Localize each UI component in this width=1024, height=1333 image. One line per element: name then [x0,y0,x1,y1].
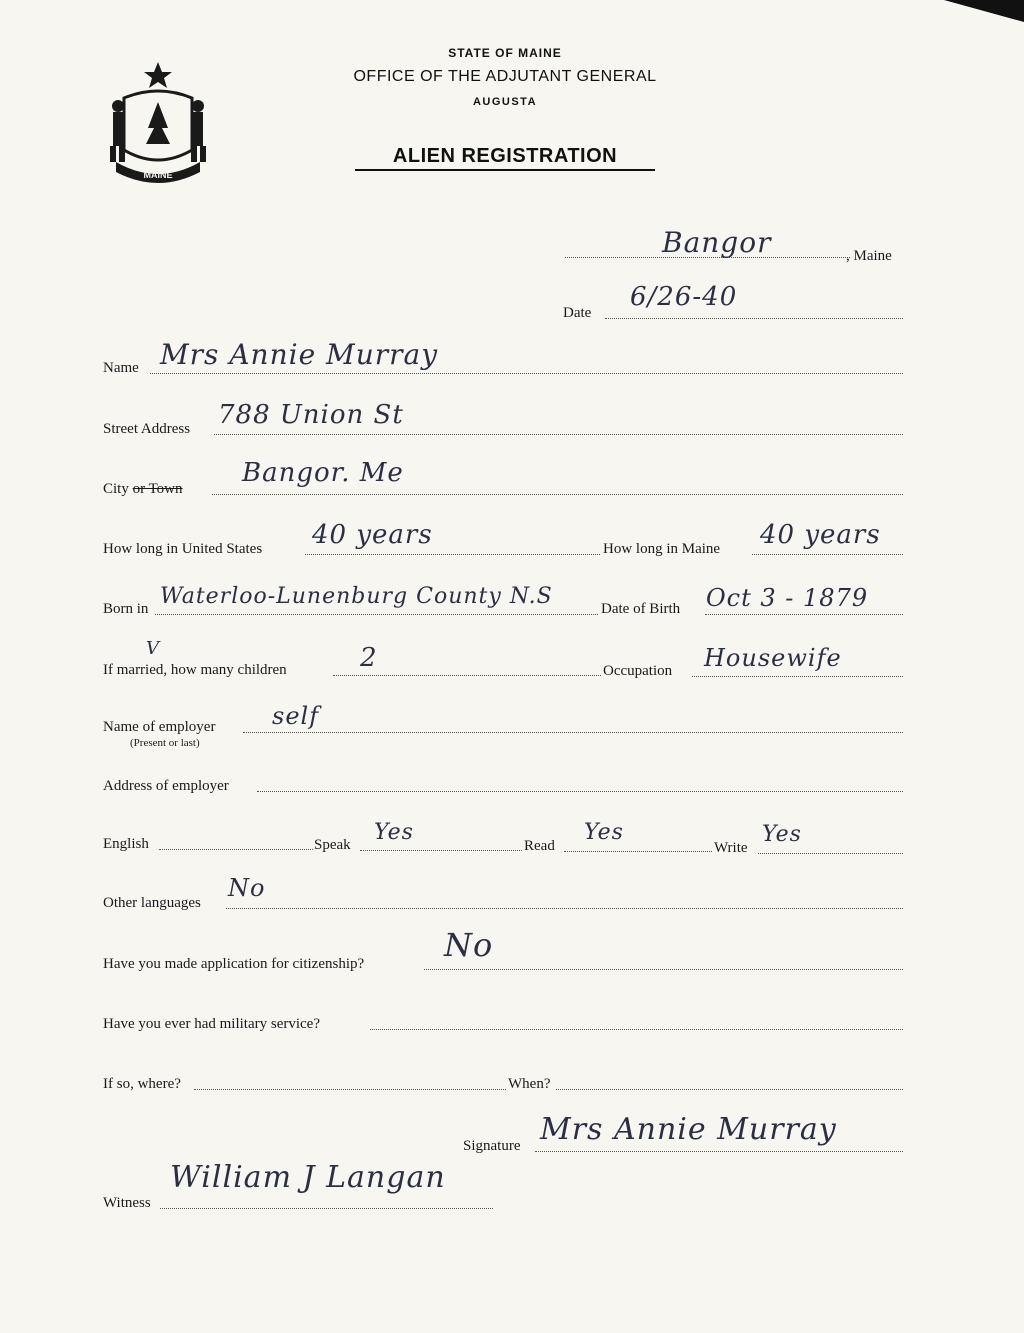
town-value[interactable]: Bangor [662,226,772,259]
write-label: Write [714,840,748,856]
write-value[interactable]: Yes [762,822,802,847]
employer-address-label: Address of employer [103,778,229,794]
english-label: English [103,836,149,852]
maine-duration-value[interactable]: 40 years [760,520,881,550]
employer-sublabel: (Present or last) [130,737,200,749]
maine-duration-line [752,554,903,555]
signature-value[interactable]: Mrs Annie Murray [540,1112,837,1147]
english-line [159,849,313,850]
header-city: AUGUSTA [472,96,538,108]
name-line [150,373,903,374]
street-address-value[interactable]: 788 Union St [218,400,404,430]
signature-line [535,1151,903,1152]
witness-value[interactable]: William J Langan [170,1160,446,1195]
date-of-birth-line [705,614,903,615]
read-value[interactable]: Yes [584,820,624,845]
occupation-line [692,676,903,677]
children-label: If married, how many children [103,662,287,678]
form-title: ALIEN REGISTRATION [355,145,655,171]
speak-value[interactable]: Yes [374,820,414,845]
citizenship-label: Have you made application for citizenship? [103,956,365,972]
citizenship-line [424,969,903,970]
when-label: When? [508,1076,551,1092]
employer-label: Name of employer [103,719,216,735]
born-in-line [155,614,598,615]
write-line [758,853,903,854]
read-label: Read [524,838,555,854]
military-line[interactable] [370,1029,903,1030]
occupation-label: Occupation [603,663,673,679]
married-check-mark: V [146,638,160,659]
state-seal-icon [104,58,212,184]
date-value[interactable]: 6/26-40 [630,282,738,312]
city-line [212,494,903,495]
us-duration-line [305,554,600,555]
read-line [564,851,712,852]
city-label-text: City [103,481,133,497]
name-label: Name [103,360,139,376]
maine-label: , Maine [846,248,892,264]
date-label: Date [563,305,592,321]
date-of-birth-value[interactable]: Oct 3 - 1879 [706,584,869,612]
city-label-struck: or Town [132,481,183,497]
name-value[interactable]: Mrs Annie Murray [160,338,439,371]
speak-label: Speak [314,837,351,853]
children-value[interactable]: 2 [360,643,378,673]
seal-banner-text: MAINE [143,170,173,180]
speak-line [360,850,522,851]
street-address-label: Street Address [103,421,191,437]
military-label: Have you ever had military service? [103,1016,320,1032]
scan-corner [944,0,1024,22]
born-in-label: Born in [103,601,149,617]
date-of-birth-label: Date of Birth [601,601,681,617]
if-so-where-label: If so, where? [103,1076,181,1092]
witness-label: Witness [103,1195,151,1211]
signature-label: Signature [463,1138,521,1154]
children-line [333,675,601,676]
if-so-where-line[interactable] [194,1089,506,1090]
date-line [605,318,903,319]
other-languages-line [226,908,903,909]
us-duration-value[interactable]: 40 years [312,520,433,550]
born-in-value[interactable]: Waterloo-Lunenburg County N.S [160,584,553,609]
when-line[interactable] [556,1089,903,1090]
employer-address-line[interactable] [257,791,903,792]
header-state: STATE OF MAINE [448,46,562,60]
other-languages-label: Other languages [103,895,201,911]
witness-line [160,1208,493,1209]
other-languages-value[interactable]: No [228,874,266,902]
city-value[interactable]: Bangor. Me [242,458,404,488]
us-duration-label: How long in United States [103,541,263,557]
street-address-line [214,434,903,435]
citizenship-value[interactable]: No [444,926,494,964]
employer-value[interactable]: self [272,702,320,730]
employer-line [243,732,903,733]
maine-duration-label: How long in Maine [603,541,721,557]
header-office: OFFICE OF THE ADJUTANT GENERAL [353,68,657,85]
occupation-value[interactable]: Housewife [704,644,842,672]
